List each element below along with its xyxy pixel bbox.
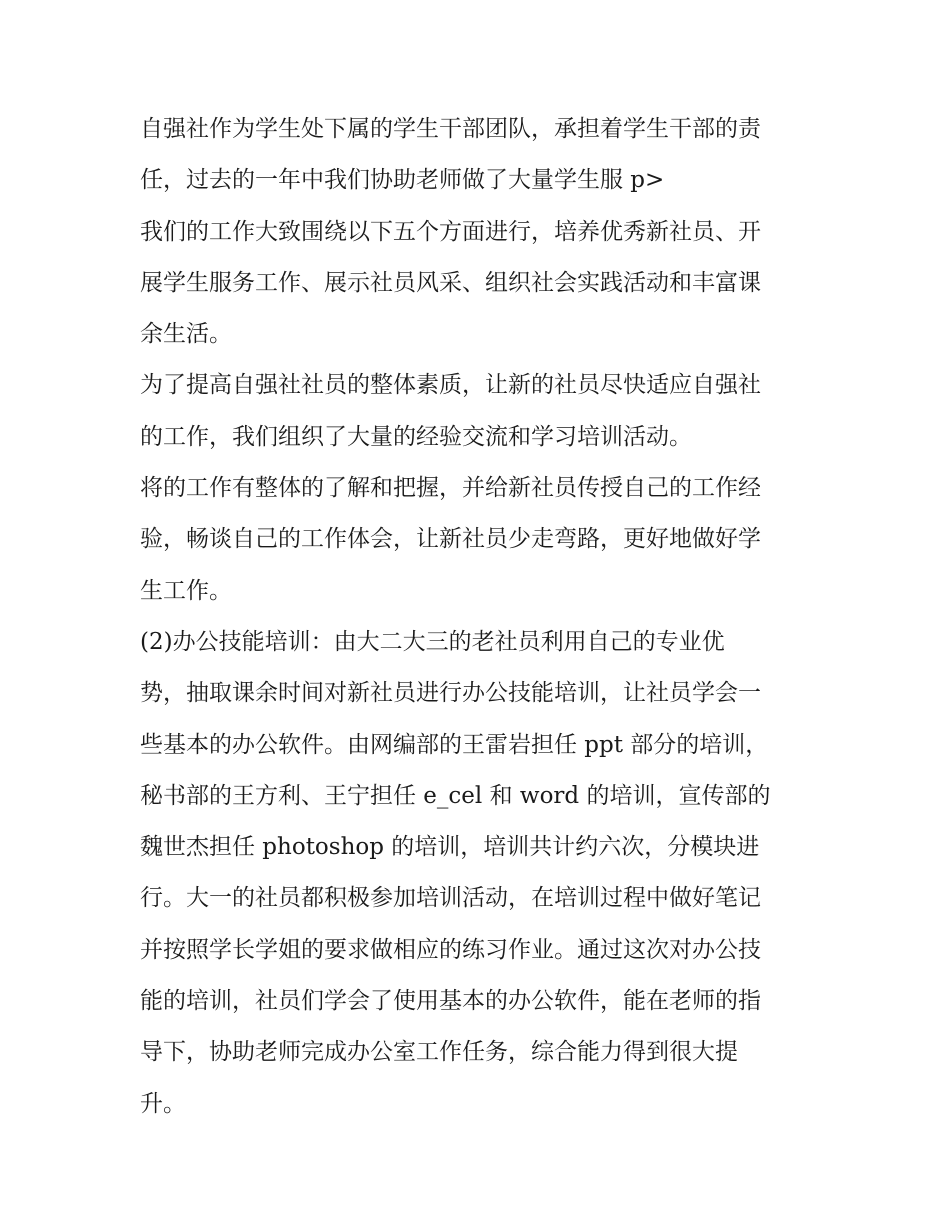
text-line: 升。: [140, 1090, 186, 1117]
text-line: 能的培训，社员们学会了使用基本的办公软件，能在老师的指: [140, 988, 761, 1015]
text-line: 魏世杰担任 photoshop 的培训，培训共计约六次，分模块进: [140, 834, 760, 861]
document-body: [140, 106, 830, 1132]
text-line: 展学生服务工作、展示社员风采、组织社会实践活动和丰富课: [140, 269, 761, 296]
paragraph-4: [140, 465, 830, 619]
text-line: 导下，协助老师完成办公室工作任务，综合能力得到很大提: [140, 1039, 738, 1066]
text-line: 自强社作为学生处下属的学生干部团队，承担着学生干部的责: [140, 116, 761, 142]
text-line: 验，畅谈自己的工作体会，让新社员少走弯路，更好地做好学: [140, 526, 761, 553]
text-line: 为了提高自强社社员的整体素质，让新的社员尽快适应自强社: [140, 372, 761, 399]
text-line: 我们的工作大致围绕以下五个方面进行，培养优秀新社员、开: [140, 218, 761, 245]
paragraph-1: [140, 106, 830, 209]
text-line: 行。大一的社员都积极参加培训活动，在培训过程中做好笔记: [140, 885, 761, 912]
paragraph-5: [140, 619, 830, 1132]
text-line: 势，抽取课余时间对新社员进行办公技能培训，让社员学会一: [140, 680, 761, 707]
paragraph-3: [140, 362, 830, 465]
text-line: 任，过去的一年中我们协助老师做了大量学生服 p>: [140, 167, 665, 194]
text-line: 将的工作有整体的了解和把握，并给新社员传授自己的工作经: [140, 475, 761, 502]
text-line: 的工作，我们组织了大量的经验交流和学习培训活动。: [140, 423, 692, 450]
text-line: 秘书部的王方利、王宁担任 e_cel 和 word 的培训，宣传部的: [140, 782, 771, 809]
text-line: 些基本的办公软件。由网编部的王雷岩担任 ppt 部分的培训，: [140, 731, 769, 758]
text-line: 并按照学长学姐的要求做相应的练习作业。通过这次对办公技: [140, 936, 761, 963]
text-line: (2)办公技能培训：由大二大三的老社员利用自己的专业优: [140, 628, 725, 655]
text-line: 生工作。: [140, 577, 232, 604]
text-line: 余生活。: [140, 321, 232, 348]
paragraph-2: [140, 209, 830, 363]
